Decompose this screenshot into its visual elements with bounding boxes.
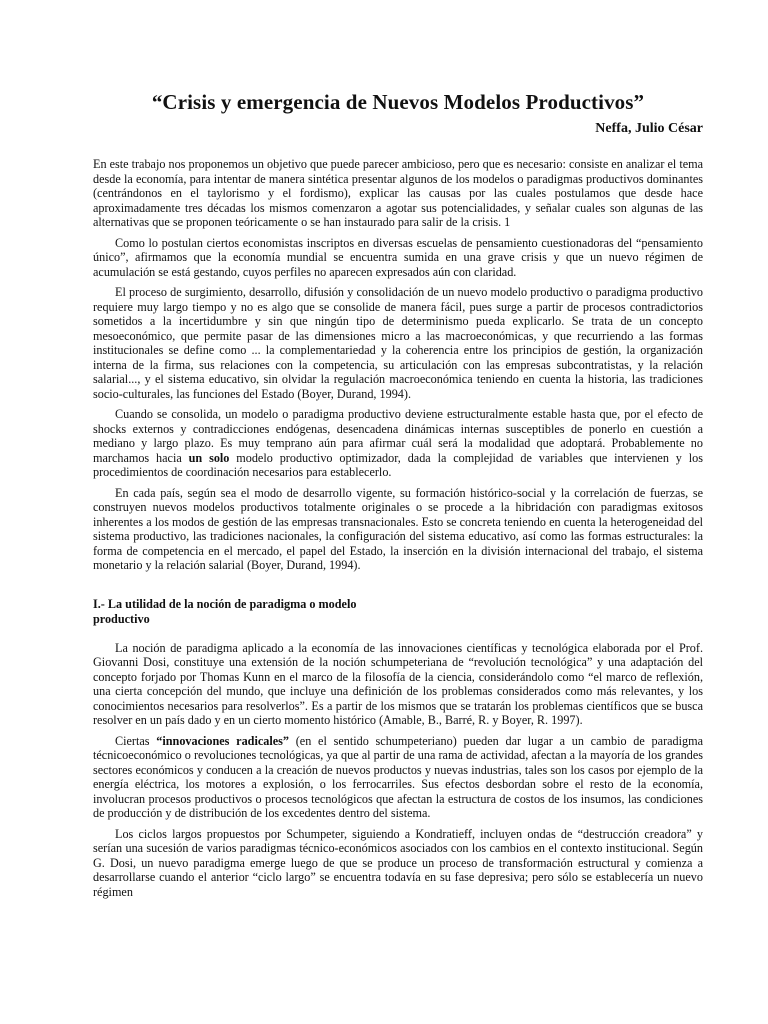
paragraph-text: (en el sentido schumpeteriano) pueden dar lugar a un cambio de paradigma técnicoeconómico o revoluciones tecnológicas, ya que al partir de una rama de actividad, afectan a la mayoría de los grandes sectores económicos y conducen a la creación de nuevos productos y nuevas industrias, tales son los casos por ejemplo de la energía eléctrica, los motores a explosión, o los ferrocarriles. Sus efectos desbordan sobre el resto de la economía, involucran procesos productivos o procesos tecnológicos que afectan la estructura de costos de los insumos, las condiciones de producción y de distribución de los excedentes dentro del sistema. [93, 733, 703, 820]
paragraph [93, 407, 703, 480]
section-heading [93, 597, 703, 627]
paragraph [93, 734, 703, 821]
paragraph: En este trabajo nos proponemos un objetivo que puede parecer ambicioso, pero que es necesario: consiste en analizar el tema desde la economía, para intentar de manera sintética presentar algunos de los modelos o paradigmas productivos dominantes (centrándonos en el taylorismo y el fordismo), explicar las causas por las cuales postulamos que desde hace aproximadamente tres décadas los mismos comenzaron a agotar sus potencialidades, y señalar cuales son algunas de las alternativas que se proponen teóricamente o se han instaurado para salir de la crisis. 1 [93, 157, 703, 229]
paragraph-text: modelo productivo optimizador, dada la complejidad de variables que intervienen y los procedimientos de coordinación necesarios para establecerlo. [93, 450, 703, 479]
document-title: “Crisis y emergencia de Nuevos Modelos Productivos” [151, 90, 645, 114]
paragraph: Como lo postulan ciertos economistas inscriptos en diversas escuelas de pensamiento cuestionadoras del “pensamiento único”, afirmamos que la economía mundial se encuentra sumida en una grave crisis y que un nuevo régimen de acumulación se está gestando, cuyos perfiles no aparecen expresados aún con claridad. [93, 235, 703, 279]
paragraph-text: Cuando se consolida, un modelo o paradigma productivo deviene estructuralmente estable hasta que, por el efecto de shocks externos y contradicciones endógenas, desencadena dinámicas internas susceptibles de ponerlo en cuestión a mediano y largo plazo. Es muy temprano aún para afirmar cuál será la modalidad que adoptará. Probablemente no marchamos hacia [93, 407, 703, 465]
paragraph: La noción de paradigma aplicado a la economía de las innovaciones científicas y tecnológica elaborada por el Prof. Giovanni Dosi, constituye una extensión de la noción schumpeteriana de “revolución tecnológica” y una adaptación del concepto forjado por Thomas Kunn en el marco de la filosofía de la ciencia, considerándolo como “el marco de reflexión, una cierta concepción del mundo, que incluye una definición de los problemas considerados como más relevantes, y los conocimientos necesarios para resolverlos”. Es a partir de los mismos que se tratarán los problemas científicos que se busca resolver en un país dado y en un cierto momento histórico (Amable, B., Barré, R. y Boyer, R. 1997). [93, 640, 703, 727]
section-heading-line: productivo [93, 611, 150, 626]
document-body [93, 157, 703, 899]
paragraph-emphasis: un solo [188, 450, 230, 465]
paragraph-emphasis: “innovaciones radicales” [156, 733, 289, 748]
paragraph-text: Ciertas [115, 733, 157, 748]
paragraph: Los ciclos largos propuestos por Schumpeter, siguiendo a Kondratieff, incluyen ondas de “destrucción creadora” y serían una sucesión de varios paradigmas técnico-económicos asociados con los cambios en el contexto institucional. Según G. Dosi, un nuevo paradigma emerge luego de que se produce un proceso de transformación estructural y comienza a desarrollarse cuando el anterior “ciclo largo” se encuentra todavía en su fase depresiva; pero sólo se establecería un nuevo régimen [93, 826, 703, 899]
paragraph: El proceso de surgimiento, desarrollo, difusión y consolidación de un nuevo modelo productivo o paradigma productivo requiere muy largo tiempo y no es algo que se consolide de manera fácil, pues surge a partir de procesos contradictorios sometidos a la incertidumbre y sin que ningún tipo de determinismo pueda explicarlo. Se trata de un concepto mesoeconómico, que permite pasar de las dimensiones micro a las macroeconómicas, y que recurriendo a las formas institucionales se define como ... la complementariedad y la coherencia entre los principios de gestión, la organización interna de la firma, sus relaciones con la competencia, su articulación con las empresas subcontratistas, y la relación salarial..., y el sistema educativo, sin olvidar la regulación macroeconómica teniendo en cuenta la historia, las tradiciones socio-culturales, las funciones del Estado (Boyer, Durand, 1994). [93, 285, 703, 401]
paragraph: En cada país, según sea el modo de desarrollo vigente, su formación histórico-social y la correlación de fuerzas, se construyen nuevos modelos productivos totalmente originales o se procede a la hibridación con paradigmas exitosos inherentes a los modos de gestión de las empresas transnacionales. Esto se concreta teniendo en cuenta la heterogeneidad del sistema productivo, las tradiciones nacionales, la configuración del sistema educativo, así como las formas estructurales: la forma de competencia en el mercado, el papel del Estado, la inserción en la división internacional del trabajo, el sistema monetario y la relación salarial (Boyer, Durand, 1994). [93, 485, 703, 572]
section-heading-line: I.- La utilidad de la noción de paradigma o modelo [93, 596, 357, 611]
document-author: Neffa, Julio César [595, 121, 703, 136]
